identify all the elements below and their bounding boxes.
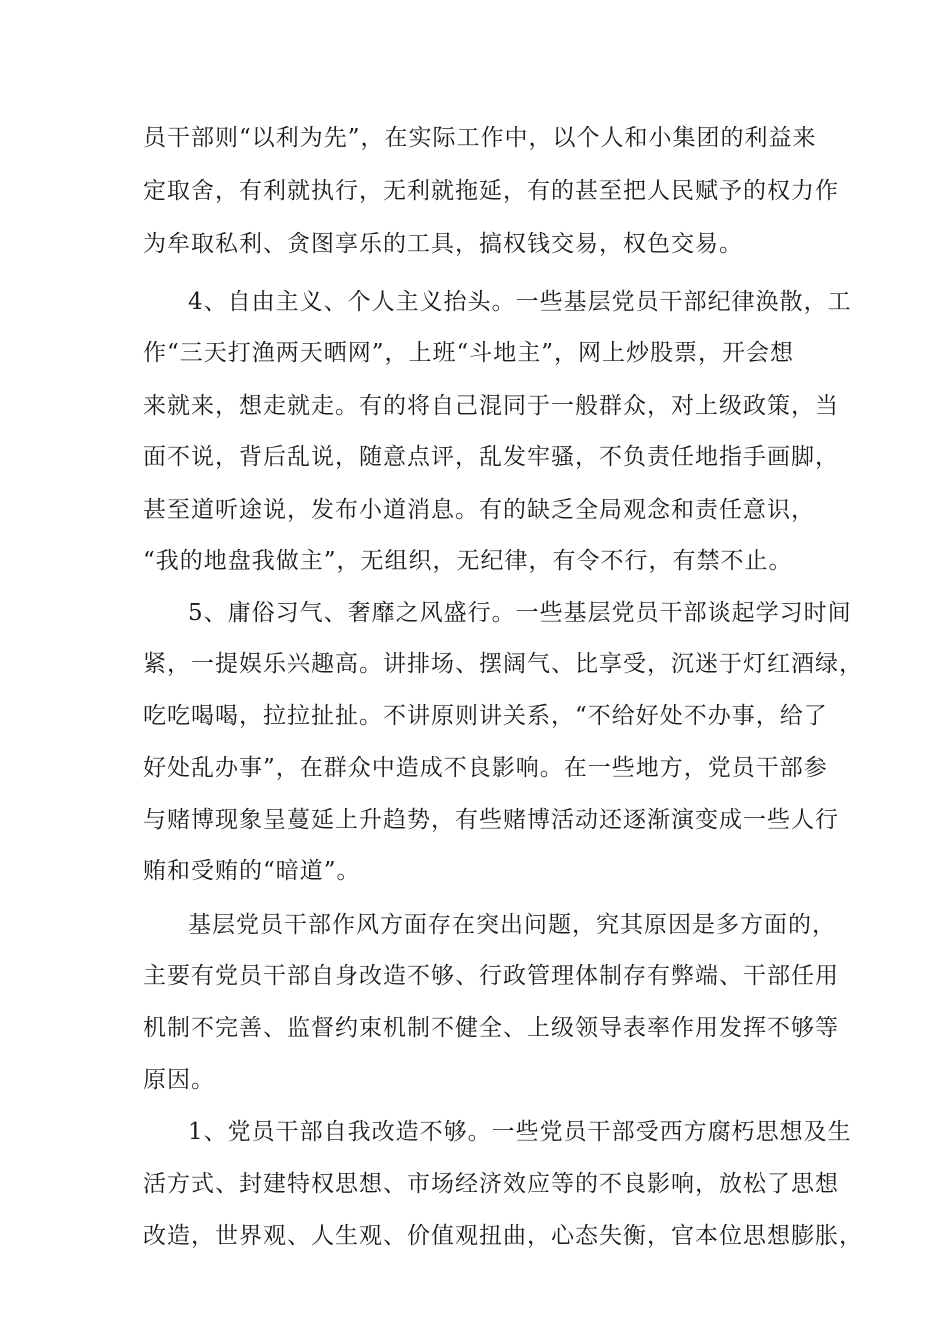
paragraph-start-line: 5、庸俗习气、奢靡之风盛行。一些基层党员干部谈起学习时间: [188, 600, 852, 626]
text-line: 甚至道听途说，发布小道消息。有的缺乏全局观念和责任意识，: [143, 497, 815, 523]
paragraph-start-line: 4、自由主义、个人主义抬头。一些基层党员干部纪律涣散，工: [188, 289, 852, 315]
text-line: 员干部则“以利为先”，在实际工作中，以个人和小集团的利益来: [143, 125, 817, 151]
text-line: 原因。: [143, 1067, 215, 1093]
text-line: 为牟取私利、贪图享乐的工具，搞权钱交易，权色交易。: [143, 231, 743, 257]
text-line: 吃吃喝喝，拉拉扯扯。不讲原则讲关系，“不给好处不办事，给了: [143, 703, 828, 729]
text-line: 主要有党员干部自身改造不够、行政管理体制存有弊端、干部任用: [143, 963, 839, 989]
text-line: 定取舍，有利就执行，无利就拖延，有的甚至把人民赋予的权力作: [143, 178, 839, 204]
text-line: 作“三天打渔两天晒网”，上班“斗地主”，网上炒股票，开会想: [143, 340, 795, 366]
text-line: 面不说，背后乱说，随意点评，乱发牢骚，不负责任地指手画脚，: [143, 444, 839, 470]
text-line: 好处乱办事”，在群众中造成不良影响。在一些地方，党员干部参: [143, 755, 828, 781]
text-line: 来就来，想走就走。有的将自己混同于一般群众，对上级政策，当: [143, 393, 839, 419]
text-line: 活方式、封建特权思想、市场经济效应等的不良影响，放松了思想: [143, 1171, 839, 1197]
text-line: 改造，世界观、人生观、价值观扭曲，心态失衡，官本位思想膨胀，: [143, 1223, 863, 1249]
text-line: 紧，一提娱乐兴趣高。讲排场、摆阔气、比享受，沉迷于灯红酒绿，: [143, 651, 863, 677]
paragraph-start-line: 1、党员干部自我改造不够。一些党员干部受西方腐朽思想及生: [188, 1119, 852, 1145]
text-line: 贿和受贿的“暗道”。: [143, 858, 361, 884]
paragraph-start-line: 基层党员干部作风方面存在突出问题，究其原因是多方面的，: [188, 912, 836, 938]
text-line: 机制不完善、监督约束机制不健全、上级领导表率作用发挥不够等: [143, 1015, 839, 1041]
text-line: “我的地盘我做主”，无组织，无纪律，有令不行，有禁不止。: [143, 548, 793, 574]
text-line: 与赌博现象呈蔓延上升趋势，有些赌博活动还逐渐演变成一些人行: [143, 807, 839, 833]
